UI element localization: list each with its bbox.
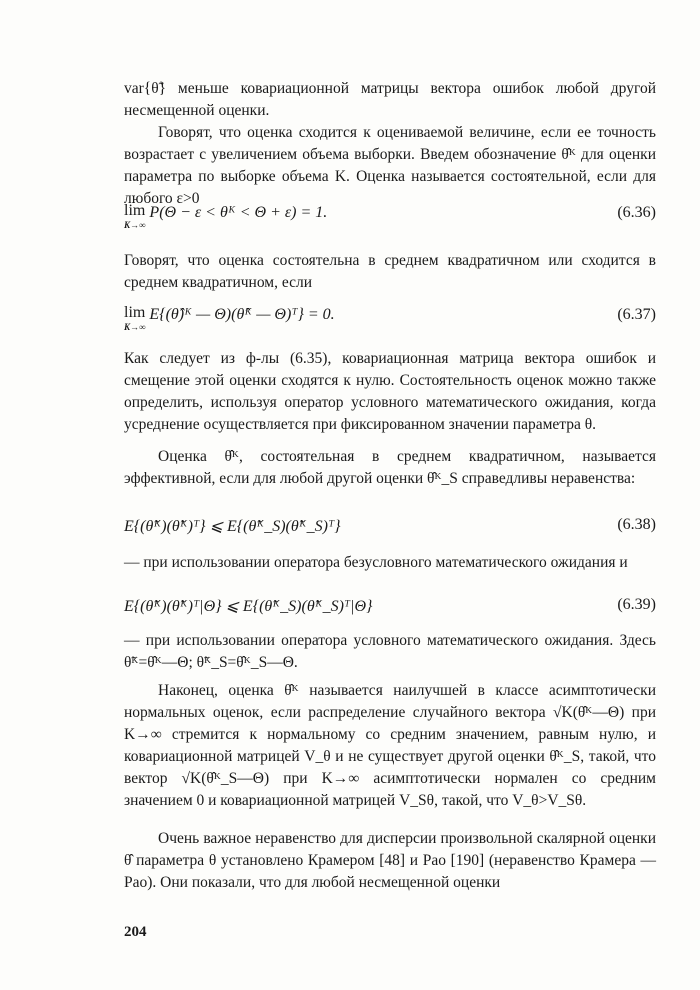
equation-6-37-number: (6.37) xyxy=(617,306,656,323)
paragraph-8 xyxy=(124,680,656,812)
equation-6-39 xyxy=(124,596,656,622)
paragraph-3 xyxy=(124,250,656,294)
paragraph-1 xyxy=(124,78,656,122)
equation-6-36-formula xyxy=(124,204,327,232)
paragraph-5-text: Оценка θ̂ᴷ, состоятельная в среднем квадратичном, называется эффективной, если для любой другой оценки θ̂ᴷ_S справедливы неравенства: xyxy=(124,448,656,487)
paragraph-2 xyxy=(124,122,656,210)
equation-6-37-lim: lim xyxy=(124,304,146,321)
equation-6-37-formula xyxy=(124,306,335,334)
equation-6-36-lim-under: K→∞ xyxy=(124,220,146,230)
equation-6-38-body: E{(θ̃ᴷ)(θ̃ᴷ)ᵀ} ⩽ E{(θ̃ᴷ_S)(θ̃ᴷ_S)ᵀ} xyxy=(124,518,341,535)
paragraph-4-text: Как следует из ф-лы (6.35), ковариационная матрица вектора ошибок и смещение этой оценки сходятся к нулю. Состоятельность оценок можно также определить, используя оператор условного математического ожидания, когда усреднение осуществляется при фиксированном значении параметра θ. xyxy=(124,350,656,433)
equation-6-36-lim: lim xyxy=(124,202,146,219)
paragraph-9 xyxy=(124,828,656,894)
equation-6-39-body: E{(θ̃ᴷ)(θ̃ᴷ)ᵀ|Θ} ⩽ E{(θ̃ᴷ_S)(θ̃ᴷ_S)ᵀ|Θ} xyxy=(124,598,373,615)
paragraph-7 xyxy=(124,630,656,674)
equation-6-36 xyxy=(124,204,656,230)
equation-6-37 xyxy=(124,306,656,332)
equation-6-37-lim-under: K→∞ xyxy=(124,322,146,332)
paragraph-9-text: Очень важное неравенство для дисперсии произвольной скалярной оценки θ̂ параметра θ установлено Крамером [48] и Рао [190] (неравенство Крамера — Рао). Они показали, что для любой несмещенной оценки xyxy=(124,830,656,891)
paragraph-2-text: Говорят, что оценка сходится к оцениваемой величине, если ее точность возрастает с увеличением объема выборки. Введем обозначение θ̂ᴷ для оценки параметра по выборке объема K. Оценка называется состоятельной, если для любого ε>0 xyxy=(124,124,656,207)
equation-6-39-number: (6.39) xyxy=(617,596,656,613)
equation-6-38-number: (6.38) xyxy=(617,516,656,533)
equation-6-37-body: E{(θ̂)ᴷ — Θ)(θ̂ᴷ — Θ)ᵀ} = 0. xyxy=(149,306,335,323)
equation-6-36-number: (6.36) xyxy=(617,204,656,221)
equation-6-36-body: P(Θ − ε < θᴷ < Θ + ε) = 1. xyxy=(149,204,328,221)
paragraph-1-text: var{θ̃} меньше ковариационной матрицы вектора ошибок любой другой несмещенной оценки. xyxy=(124,80,656,119)
paragraph-7-text: — при использовании оператора условного математического ожидания. Здесь θ̃ᴷ=θ̂ᴷ—Θ; θ̃ᴷ_S=θ̂ᴷ_S—Θ. xyxy=(124,632,656,671)
paragraph-3-text: Говорят, что оценка состоятельна в среднем квадратичном или сходится в среднем квадратичном, если xyxy=(124,252,656,291)
paragraph-5 xyxy=(124,446,656,490)
equation-6-38 xyxy=(124,516,656,542)
paragraph-8-text: Наконец, оценка θ̂ᴷ называется наилучшей в классе асимптотически нормальных оценок, если распределение случайного вектора √K(θ̂ᴷ—Θ) при K→∞ стремится к нормальному со средним значением, равным нулю, и ковариационной матрицей V_θ и не существует другой оценки θ̂ᴷ_S, такой, что вектор √K(θ̂ᴷ_S—Θ) при K→∞ асимптотически нормален со средним значением 0 и ковариационной матрицей V_Sθ, такой, что V_θ>V_Sθ. xyxy=(124,682,656,809)
paragraph-6-text: — при использовании оператора безусловного математического ожидания и xyxy=(124,554,628,571)
paragraph-4 xyxy=(124,348,656,436)
page-number: 204 xyxy=(124,924,147,940)
paragraph-6 xyxy=(124,552,656,574)
